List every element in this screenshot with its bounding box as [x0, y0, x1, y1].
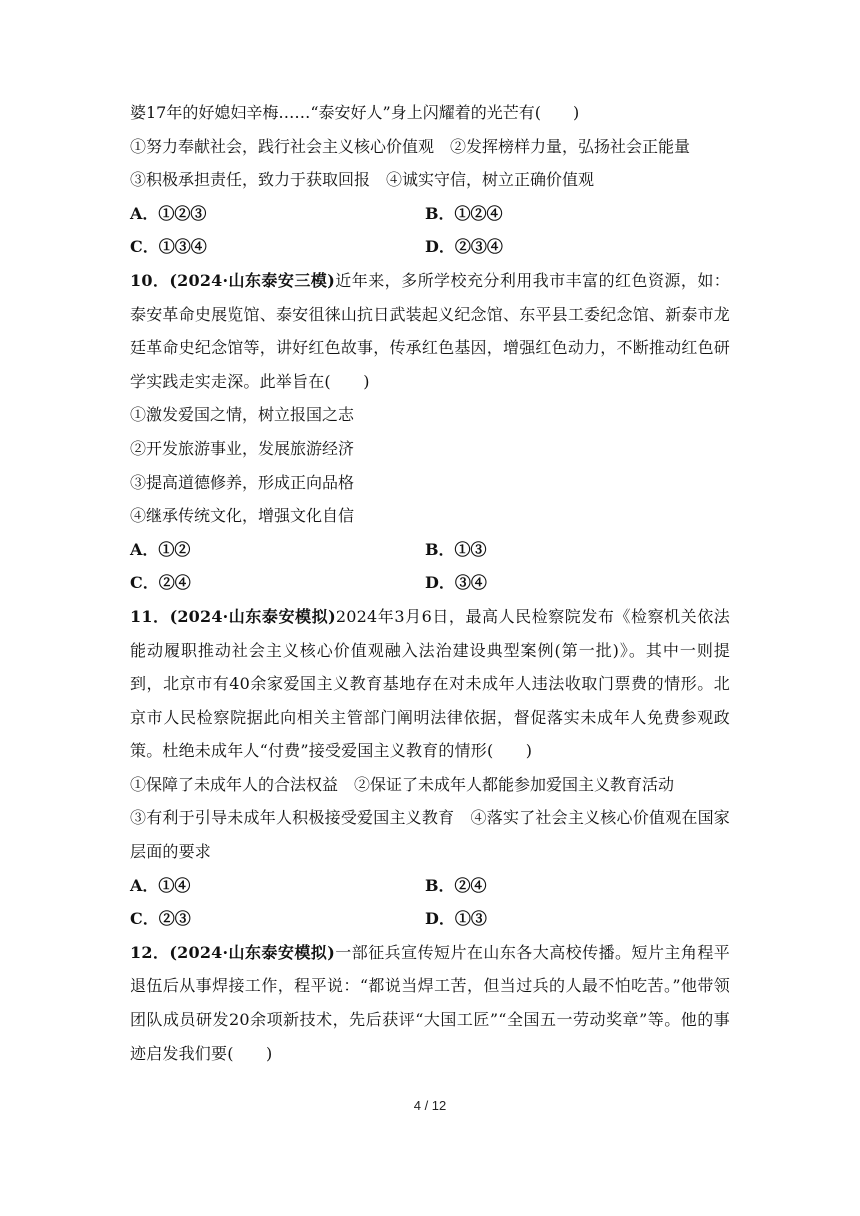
q10-source: (2024·山东泰安三模) — [169, 270, 336, 290]
q9-options-row — [130, 197, 730, 231]
q10-statement: ③提高道德修养，形成正向品格 — [130, 472, 355, 492]
q11-stem — [130, 600, 730, 768]
q10-statement: ①激发爱国之情，树立报国之志 — [130, 405, 355, 425]
q11-option-d: D．①③ — [425, 909, 487, 929]
q9-stem-tail: 婆17年的好媳妇辛梅……“泰安好人”身上闪耀着的光芒有( ) — [130, 103, 580, 122]
q10-option-d: D．③④ — [425, 573, 487, 593]
q11-number: 11． — [130, 606, 170, 626]
q12-number: 12． — [130, 942, 170, 962]
q12-stem-text: 一部征兵宣传短片在山东各大高校传播。短片主角程平退伍后从事焊接工作，程平说：“都说当焊工苦，但当过兵的人最不怕吃苦。”他带领团队成员研发20余项新技术，先后获评“大国工匠”“全国五一劳动奖章”等。他的事迹启发我们要( ) — [130, 942, 730, 1063]
q12-source: (2024·山东泰安模拟) — [169, 942, 336, 962]
q11-options-row — [130, 869, 730, 903]
q9-option-b: B．①②④ — [425, 203, 503, 223]
q10-stem-text: 近年来，多所学校充分利用我市丰富的红色资源，如：泰安革命史展览馆、泰安徂徕山抗日武装起义纪念馆、东平县工委纪念馆、新泰市龙廷革命史纪念馆等，讲好红色故事，传承红色基因，增强红色动力，不断推动红色研学实践走实走深。此举旨在( ) — [130, 270, 730, 391]
q9-option-d: D．②③④ — [425, 237, 503, 257]
q11-option-b: B．②④ — [425, 875, 487, 895]
q11-option-c: C．②③ — [130, 909, 191, 929]
q9-option-a: A．①②③ — [130, 203, 207, 223]
q11-source: (2024·山东泰安模拟) — [169, 606, 336, 626]
q10-option-b: B．①③ — [425, 539, 487, 559]
q9-option-c: C．①③④ — [130, 237, 207, 257]
q9-statement: ③积极承担责任，致力于获取回报 ④诚实守信，树立正确价值观 — [130, 170, 595, 190]
q11-statement: ①保障了未成年人的合法权益 ②保证了未成年人都能参加爱国主义教育活动 — [130, 774, 675, 794]
q9-options-row — [130, 230, 730, 264]
q10-option-a: A．①② — [130, 539, 191, 559]
q10-option-c: C．②④ — [130, 573, 191, 593]
q11-stem-text: 2024年3月6日，最高人民检察院发布《检察机关依法能动履职推动社会主义核心价值观融入法治建设典型案例(第一批)》。其中一则提到，北京市有40余家爱国主义教育基地存在对未成年人违法收取门票费的情形。北京市人民检察院据此向相关主管部门阐明法律依据，督促落实未成年人免费参观政策。杜绝未成年人“付费”接受爱国主义教育的情形( ) — [130, 606, 730, 761]
q11-statement: ③有利于引导未成年人积极接受爱国主义教育 ④落实了社会主义核心价值观在国家层面的要求 — [130, 808, 730, 862]
page-number: 4 / 12 — [413, 1098, 447, 1113]
document-page — [130, 96, 730, 1070]
q10-statement: ②开发旅游事业，发展旅游经济 — [130, 438, 355, 458]
q10-options-row — [130, 533, 730, 567]
q10-stem — [130, 264, 730, 398]
q11-options-row — [130, 902, 730, 936]
q10-statement: ④继承传统文化，增强文化自信 — [130, 506, 355, 526]
q9-statement: ①努力奉献社会，践行社会主义核心价值观 ②发挥榜样力量，弘扬社会正能量 — [130, 136, 691, 156]
q11-option-a: A．①④ — [130, 875, 191, 895]
q12-stem — [130, 936, 730, 1070]
q10-options-row — [130, 566, 730, 600]
q10-number: 10． — [130, 270, 170, 290]
